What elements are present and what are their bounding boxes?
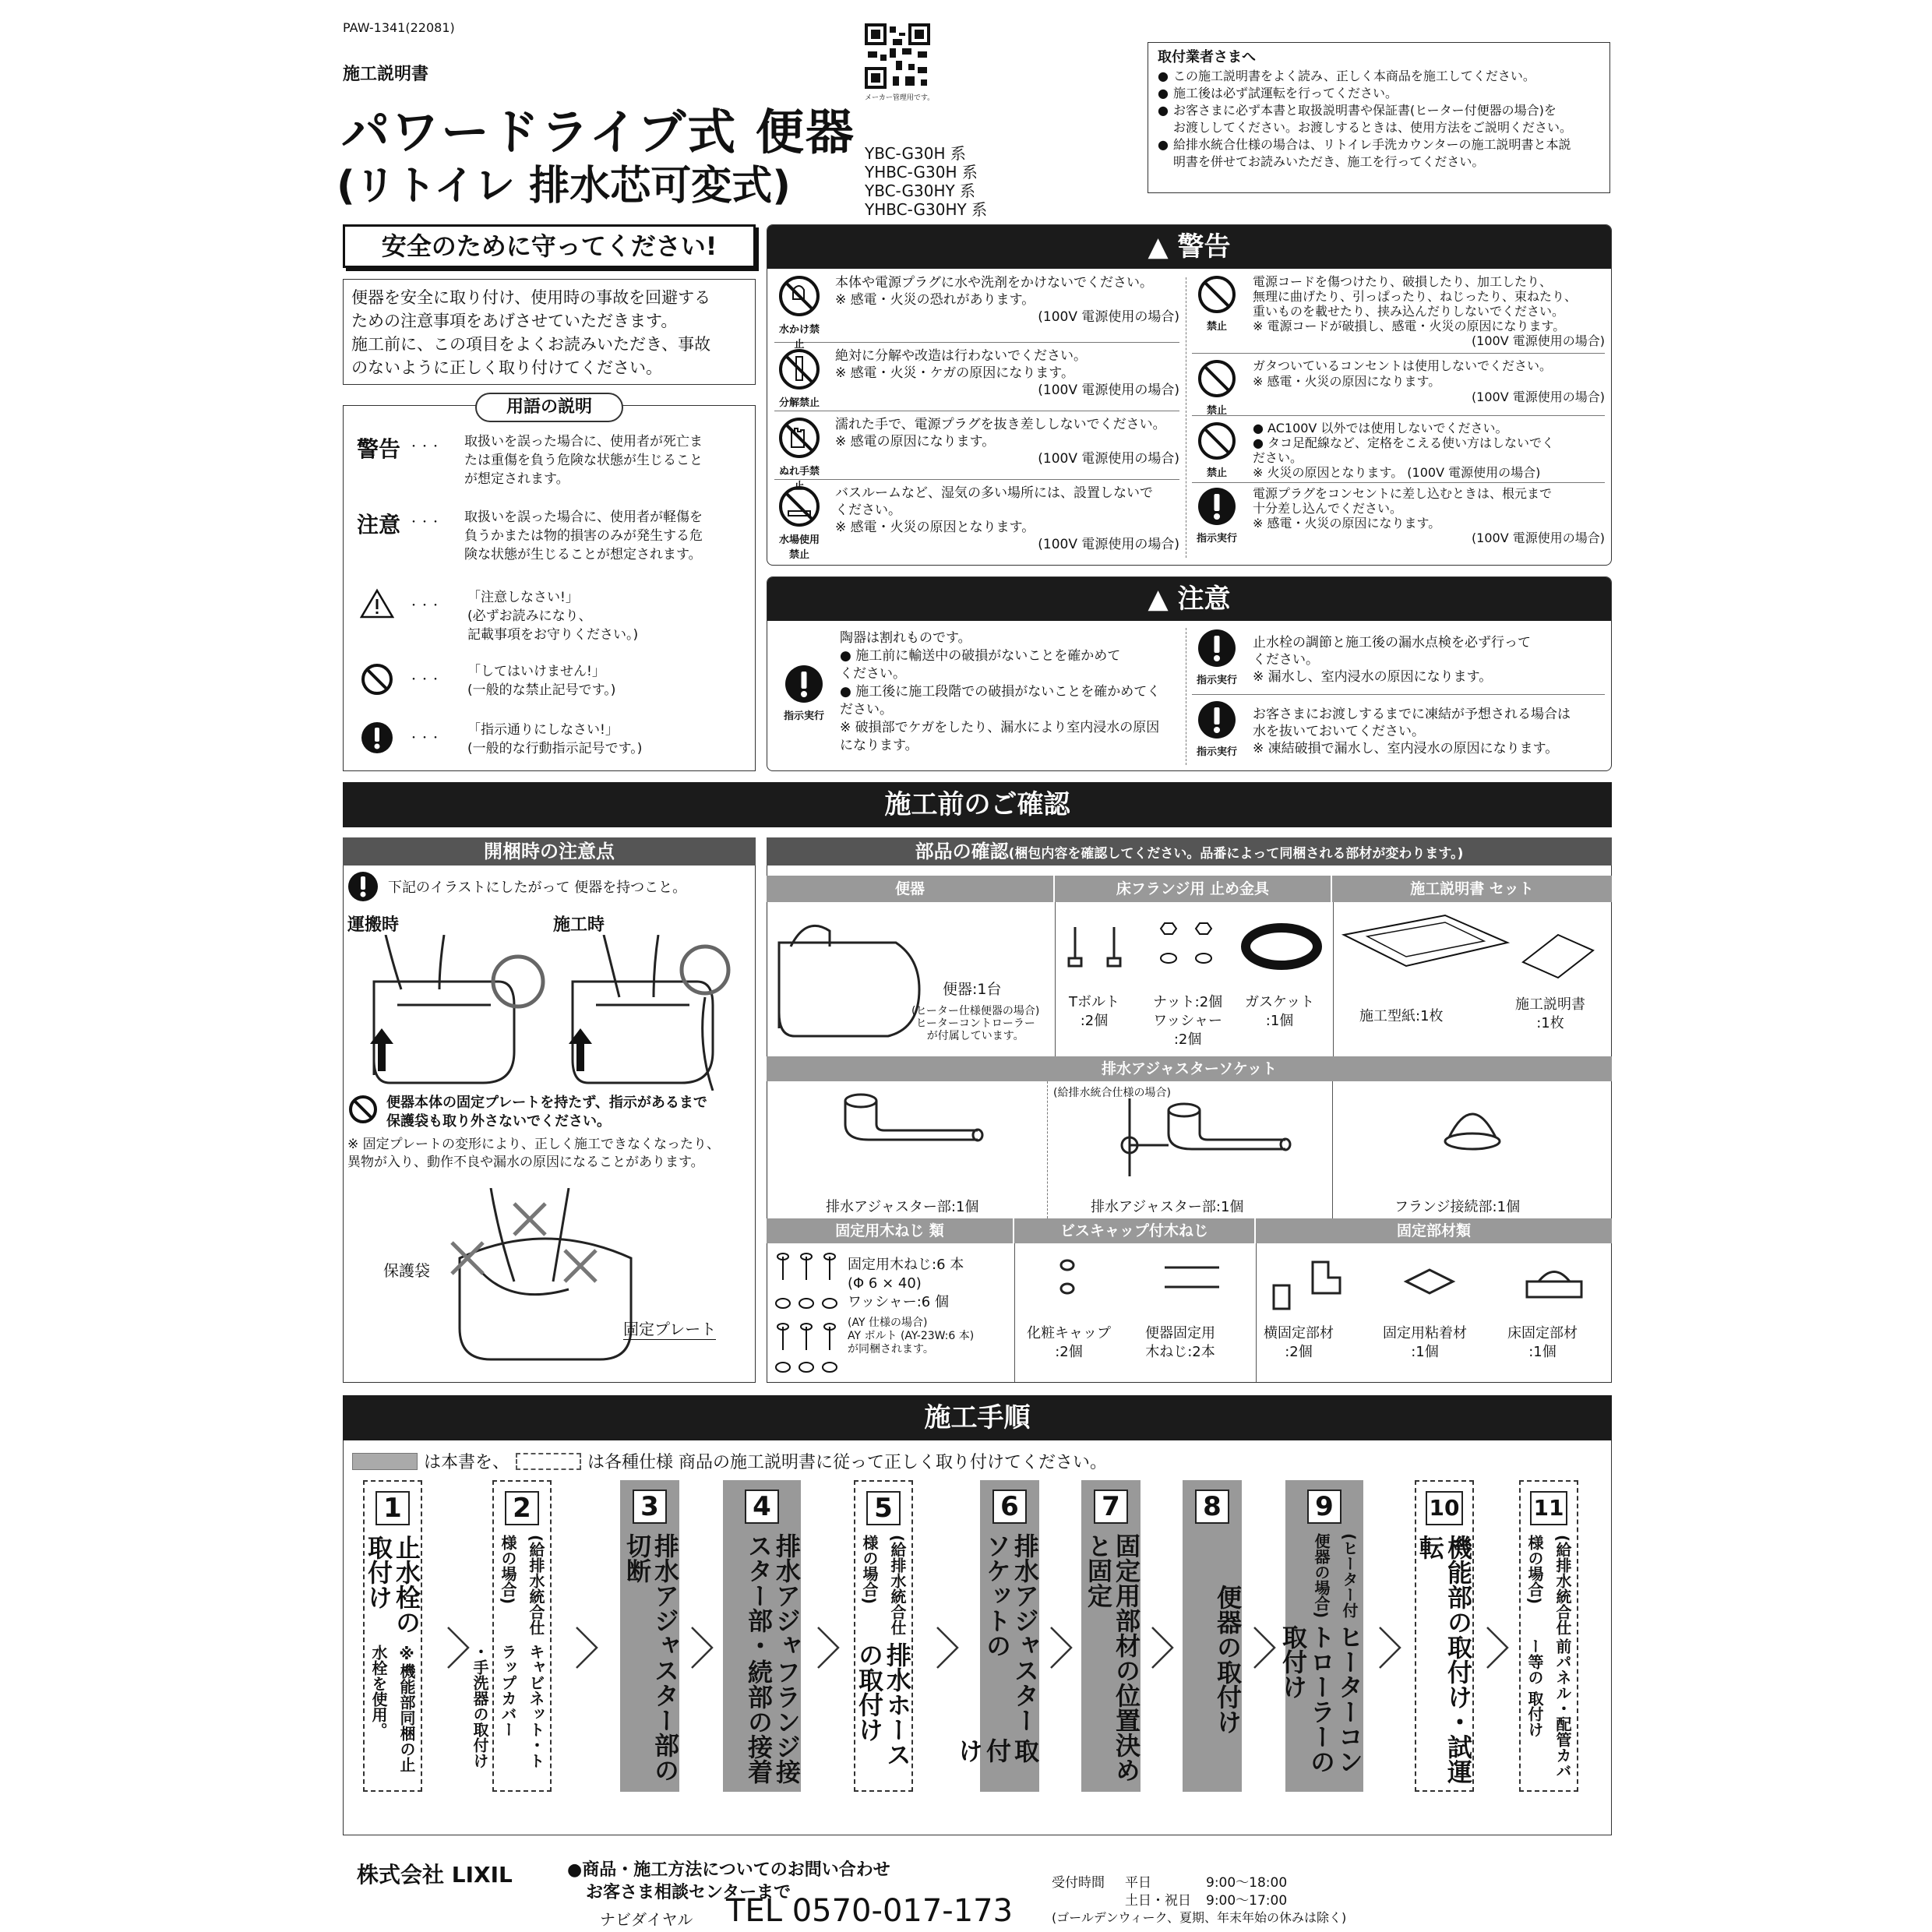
adjuster-illustration <box>818 1089 997 1190</box>
hours-weekday: 9:00〜18:00 <box>1206 1875 1288 1891</box>
legend-text-b: は各種仕様 商品の施工説明書に従って正しく取り付けてください。 <box>587 1453 1108 1472</box>
procedure-legend <box>352 1449 1107 1473</box>
cell-divider <box>1047 1081 1048 1218</box>
warning-item <box>774 480 1179 561</box>
gasket-qty: ガスケット :1個 <box>1245 994 1315 1029</box>
cap-illustration <box>1052 1254 1091 1301</box>
step-title: 排水アジャスター部・ <box>744 1533 802 1658</box>
page-subtitle: (リトイレ 排水芯可変式) <box>337 163 791 210</box>
flange-parts-illustration <box>1059 919 1324 997</box>
warning-item <box>1192 274 1605 354</box>
step-title: 機能部の取付け・試運転 <box>1416 1535 1473 1784</box>
symbol-desc: 「してはいけません!」 (一般的な禁止記号です。) <box>467 664 616 698</box>
warning-triangle-icon: ▲ <box>1148 583 1169 615</box>
flange-connector-illustration <box>1433 1098 1511 1161</box>
warning-item <box>1192 354 1605 416</box>
tbolt-qty: Tボルト :2個 <box>1069 994 1119 1029</box>
no-wet-hands-icon <box>777 416 821 460</box>
adjuster-qty: 排水アジャスター部:1個 <box>826 1199 979 1215</box>
warning-item <box>774 274 1179 351</box>
parts-col-headers <box>767 876 1612 902</box>
hours-weekend-label: 土日・祝日 <box>1125 1893 1191 1909</box>
toilet-illustration <box>771 911 927 1052</box>
bullet-icon: ● <box>1158 86 1169 100</box>
doc-code: PAW-1341(22081) <box>343 20 455 35</box>
warning-label: 指示実行 <box>1196 533 1237 545</box>
symbol-desc: 「指示通りにしなさい!」 (一般的な行動指示記号です。) <box>467 722 643 756</box>
cell-divider <box>1256 1243 1257 1382</box>
screws-qty: 固定用木ねじ:6 本 (Φ 6 × 40) ワッシャー:6 個 <box>848 1257 964 1310</box>
step-subtitle: キャビネット・トラップカバー ・手洗器の取付け <box>471 1644 545 1769</box>
procedure-step <box>1519 1480 1578 1792</box>
step-title: 便器の取付け <box>1213 1585 1243 1734</box>
symbol-desc: 「注意しなさい!」 (必ずお読みになり、 記載事項をお守りください。) <box>467 590 639 643</box>
procedure-step <box>854 1480 913 1792</box>
parts-subtitle: (梱包内容を確認してください。品番によって同梱される部材が変わります。) <box>1008 846 1464 862</box>
procedure-step <box>620 1480 679 1792</box>
warning-note: (100V 電源使用の場合) <box>1471 531 1605 545</box>
carry-label: 運搬時 <box>347 915 400 935</box>
procedure-step <box>1081 1480 1141 1792</box>
warning-label: 分解禁止 <box>778 397 820 409</box>
company-name: 株式会社 LIXIL <box>357 1862 513 1888</box>
warning-text: 電源プラグをコンセントに差し込むときは、根元まで 十分差し込んでください。 ※ 感電・火災の原因になります。 <box>1253 486 1553 531</box>
model-list <box>865 144 987 219</box>
manual-qty: 施工説明書 :1枚 <box>1515 996 1585 1031</box>
step-subtitle: フランジ接続部の接着 <box>744 1659 802 1784</box>
glossary-row-warning <box>357 432 746 488</box>
step-subtitle: ヒーターコントローラーの 取付け <box>1278 1624 1364 1775</box>
step-number: 1 <box>375 1491 410 1525</box>
caution-left-item <box>779 629 1176 755</box>
cell-divider <box>1014 1243 1015 1382</box>
plate-warning-row <box>347 1094 707 1131</box>
step-number: 2 <box>505 1491 539 1525</box>
col-header-flange: 床フランジ用 止め金具 <box>1055 876 1332 902</box>
warning-text: 本体や電源プラグに水や洗剤をかけないでください。 ※ 感電・火災の恐れがあります。 <box>835 275 1153 308</box>
floor-fix-qty: 床固定部材 :1個 <box>1507 1325 1578 1360</box>
step-text <box>1278 1533 1364 1786</box>
caution-right-col <box>1192 628 1605 762</box>
step-text <box>620 1533 679 1786</box>
warning-text: ● AC100V 以外では使用しないでください。 ● タコ足配線など、定格をこえる使い方はしないでく ださい。 ※ 火災の原因となります。 (100V 電源使用の場合) <box>1253 421 1555 480</box>
warning-label: ぬれ手禁止 <box>778 466 820 492</box>
warning-label: 水場使用禁止 <box>778 534 820 561</box>
safety-intro: 便器を安全に取り付け、使用時の事故を回避する ための注意事項をあげさせていただきます。 施工前に、この項目をよくお読みいただき、事故 のないように正しく取り付けてください。 <box>343 279 756 385</box>
step-subtitle: ※機能部同梱の止水栓を使用。 <box>369 1645 416 1773</box>
step-text <box>954 1533 1040 1786</box>
col-header-screws: 固定用木ねじ 類 <box>767 1218 1014 1243</box>
precheck-header: 施工前のご確認 <box>343 782 1612 827</box>
procedure-header: 施工手順 <box>343 1395 1612 1440</box>
toilet-screw-illustration <box>1161 1256 1231 1303</box>
step-text <box>1183 1533 1242 1786</box>
install-label: 施工時 <box>553 915 605 935</box>
installer-notice-title: 取付業者さまへ <box>1158 49 1256 65</box>
caution-item <box>1192 628 1605 695</box>
mandatory-action-icon <box>1197 486 1237 527</box>
symbol-row <box>360 588 749 644</box>
procedure-step <box>954 1480 1040 1792</box>
manual-illustration <box>1515 927 1601 982</box>
step-subtitle: 排水ホースの取付け <box>855 1641 912 1767</box>
col-header-cap-screws: ビスキャップ付木ねじ <box>1014 1218 1256 1243</box>
support-center: お客さま相談センターまで <box>586 1883 791 1902</box>
warning-note: (100V 電源使用の場合) <box>1038 537 1179 552</box>
qr-caption: メーカー管理用です。 <box>865 94 935 102</box>
flange-qty: フランジ接続部:1個 <box>1394 1199 1521 1215</box>
mandatory-action-icon <box>784 664 824 704</box>
step-subtitle: 取付け <box>954 1738 1040 1764</box>
step-text <box>471 1535 550 1784</box>
caution-title: 注意 <box>1177 583 1231 615</box>
adhesive-qty: 固定用粘着材 :1個 <box>1383 1325 1467 1360</box>
mandatory-action-icon <box>347 871 379 902</box>
safety-title: 安全のために守ってください! <box>343 224 756 268</box>
col-header-toilet: 便器 <box>767 876 1055 902</box>
warning-text: 濡れた手で、電源プラグを抜き差ししないでください。 ※ 感電の原因になります。 <box>835 417 1166 450</box>
step-text <box>1416 1535 1472 1784</box>
legend-dashed-swatch <box>516 1453 581 1470</box>
carry-illustration <box>351 935 545 1091</box>
warning-note: (100V 電源使用の場合) <box>1038 383 1179 398</box>
model-name: YHBC-G30H 系 <box>865 163 978 182</box>
step-number: 3 <box>633 1490 667 1524</box>
prohibition-icon <box>347 1094 379 1125</box>
adjuster-combined-illustration <box>1098 1098 1293 1192</box>
doc-type: 施工説明書 <box>343 65 429 84</box>
step-title: (ヒーター付便器の場合) <box>1312 1533 1359 1619</box>
screws-illustration <box>771 1250 849 1379</box>
plate-label: 固定プレート <box>623 1317 716 1340</box>
step-text <box>723 1533 801 1786</box>
warning-title: 警告 <box>1177 231 1231 263</box>
side-fix-qty: 横固定部材 :2個 <box>1264 1325 1334 1360</box>
col-header-manual: 施工説明書 セット <box>1410 880 1534 897</box>
symbol-dots: ・・・ <box>408 674 441 686</box>
cap-qty: 化粧キャップ :2個 <box>1027 1325 1111 1360</box>
procedure-step <box>1183 1480 1242 1792</box>
holiday-note: (ゴールデンウィーク、夏期、年末年始の休みは除く) <box>1052 1910 1347 1925</box>
caution-item <box>1192 695 1605 762</box>
procedure-step <box>471 1480 552 1792</box>
page-title: パワードライブ式 便器 <box>341 104 855 160</box>
mandatory-action-icon <box>360 721 408 758</box>
bag-label: 保護袋 <box>383 1261 430 1280</box>
glossary-term: 注意 <box>357 512 401 538</box>
procedure-step <box>363 1480 422 1792</box>
glossary-desc: 取扱いを誤った場合に、使用者が死亡ま たは重傷を負う危険な状態が生じること が想定されます。 <box>464 434 703 487</box>
nut-qty: ナット:2個 ワッシャー :2個 <box>1153 994 1223 1048</box>
warning-note: (100V 電源使用の場合) <box>1038 309 1179 325</box>
prohibition-icon <box>360 662 408 700</box>
template-qty: 施工型紙:1枚 <box>1359 1008 1444 1024</box>
hours-weekday-label: 平日 <box>1125 1875 1151 1891</box>
warning-label: 禁止 <box>1206 467 1227 479</box>
floor-fix-illustration <box>1519 1258 1589 1305</box>
caution-text: お客さまにお渡しするまでに凍結が予想される場合は 水を抜いておいてください。 ※ 凍結破損で漏水し、室内浸水の原因になります。 <box>1253 707 1571 756</box>
step-text <box>1081 1533 1141 1786</box>
step-number: 7 <box>1094 1490 1128 1524</box>
symbol-dots: ・・・ <box>408 600 441 612</box>
legend-solid-swatch <box>352 1453 418 1470</box>
phone-number[interactable]: TEL 0570-017-173 <box>726 1893 1014 1929</box>
step-text <box>365 1535 421 1784</box>
step-number: 5 <box>866 1491 901 1525</box>
unpack-note-row <box>347 871 686 902</box>
plate-warning: 便器本体の固定プレートを持たず、指示があるまで 保護袋も取り外さないでください。 <box>386 1095 707 1130</box>
install-illustration <box>557 935 752 1091</box>
symbol-dots: ・・・ <box>408 732 441 745</box>
glossary-row-caution <box>357 508 746 564</box>
parts-title-bar <box>767 837 1612 866</box>
ay-note: (AY 仕様の場合) AY ボルト (AY-23W:6 本) が同梱されます。 <box>848 1317 975 1356</box>
unpack-title: 開梱時の注意点 <box>343 837 756 866</box>
prohibition-icon <box>1197 421 1237 461</box>
template-illustration <box>1336 911 1515 989</box>
glossary-title: 用語の説明 <box>475 393 623 422</box>
cell-divider <box>1333 902 1334 1056</box>
hours-weekend: 9:00〜17:00 <box>1206 1893 1288 1909</box>
caution-header <box>767 577 1611 621</box>
glossary-term: 警告 <box>357 436 401 462</box>
warning-triangle-icon: ▲ <box>1148 231 1169 263</box>
step-number: 10 <box>1426 1491 1463 1525</box>
no-water-icon <box>777 274 821 318</box>
step-text <box>1521 1535 1577 1784</box>
warning-item <box>1192 416 1605 483</box>
step-number: 4 <box>745 1490 779 1524</box>
plate-note: ※ 固定プレートの変形により、正しく施工できなくなったり、 異物が入り、動作不良や漏水の原因になることがあります。 <box>347 1137 720 1170</box>
warning-text: 電源コードを傷つけたり、破損したり、加工したり、 無理に曲げたり、引っぱったり、ねじったり、束ねたり、 重いものを載せたり、挟み込んだりしないでください。 ※ 電源コードが破損し、感電・火災の原因になります。 <box>1253 274 1578 333</box>
caution-text: 陶器は割れものです。 ● 施工前に輸送中の破損がないことを確かめて ください。 ● 施工後に施工段階での破損がないことを確かめてく ださい。 ※ 破損部でケガをしたり、漏水により室内浸水の原因 になります。 <box>840 630 1161 753</box>
bullet-icon: ● <box>1158 69 1169 83</box>
legend-text-a: は本書を、 <box>424 1453 510 1472</box>
adjuster-qty: 排水アジャスター部:1個 <box>1091 1199 1244 1215</box>
mandatory-action-icon <box>1197 628 1237 668</box>
step-text <box>855 1535 911 1784</box>
step-subtitle: 前パネル・配管カバー等の 取付け <box>1525 1638 1572 1779</box>
bullet-icon: ● <box>1158 137 1169 152</box>
symbol-row <box>360 721 749 758</box>
toilet-note: (ヒーター仕様便器の場合) ヒーターコントローラー が付属しています。 <box>911 1005 1040 1042</box>
unpack-note: 下記のイラストにしたがって 便器を持つこと。 <box>388 880 687 896</box>
caution-label: 指示実行 <box>1196 746 1237 758</box>
protective-bag-illustration <box>436 1188 654 1367</box>
step-title: 固定用部材の位置決めと固定 <box>1084 1533 1141 1782</box>
warning-item <box>774 411 1179 492</box>
cell-divider <box>1055 902 1056 1056</box>
warning-text: 絶対に分解や改造は行わないでください。 ※ 感電・火災・ケガの原因になります。 <box>835 348 1087 381</box>
prohibition-icon <box>1197 358 1237 399</box>
step-title: (給排水統合仕様の場合) <box>499 1535 545 1636</box>
warning-note: (100V 電源使用の場合) <box>1471 390 1605 404</box>
col-header-fixing: 固定部材類 <box>1396 1222 1471 1239</box>
step-number: 11 <box>1530 1491 1567 1525</box>
procedure-step <box>723 1480 801 1792</box>
warning-label: 水かけ禁止 <box>778 324 820 351</box>
warning-label: 禁止 <box>1206 321 1227 333</box>
step-title: 排水アジャスターソケットの <box>982 1533 1040 1733</box>
warning-header <box>767 225 1611 269</box>
warning-left-col <box>774 274 1179 561</box>
caution-triangle-icon <box>360 588 408 644</box>
glossary-dots: ・・・ <box>408 516 441 529</box>
cell-divider <box>1332 1081 1333 1218</box>
model-name: YBC-G30HY 系 <box>865 182 976 200</box>
step-number: 9 <box>1307 1490 1341 1524</box>
step-title: 排水アジャスター部の切断 <box>622 1533 680 1782</box>
warning-text: ガタついているコンセントは使用しないでください。 ※ 感電・火災の原因になります。 <box>1253 358 1553 389</box>
inquiry-line: ●商品・施工方法についてのお問い合わせ <box>567 1860 890 1880</box>
notice-item: お客さまに必ず本書と取扱説明書や保証書(ヒーター付便器の場合)を お渡ししてください。お渡しするときは、使用方法をご説明ください。 <box>1172 103 1572 135</box>
notice-item: 施工後は必ず試運転を行ってください。 <box>1172 86 1398 100</box>
step-title: (給排水統合仕様の場合) <box>860 1535 907 1636</box>
warning-item <box>1192 483 1605 548</box>
warning-note: (100V 電源使用の場合) <box>1038 451 1179 467</box>
side-fix-illustration <box>1266 1254 1359 1317</box>
toilet-screw-qty: 便器固定用 木ねじ:2本 <box>1145 1325 1215 1360</box>
symbol-row <box>360 662 749 700</box>
notice-item: 給排水統合仕様の場合は、リトイレ手洗カウンターの施工説明書と本説 明書を併せてお読みいただき、施工を行ってください。 <box>1172 137 1571 169</box>
mandatory-action-icon <box>1197 700 1237 740</box>
bottom-col-headers <box>767 1218 1612 1243</box>
parts-title: 部品の確認 <box>915 841 1009 862</box>
procedure-step <box>1415 1480 1474 1792</box>
warning-text: バスルームなど、湿気の多い場所には、設置しないで ください。 ※ 感電・火災の原因となります。 <box>835 485 1153 535</box>
qr-code <box>865 23 930 89</box>
step-title: 止水栓の取付け <box>364 1535 421 1634</box>
toilet-qty: 便器:1台 <box>943 981 1002 998</box>
glossary-dots: ・・・ <box>408 441 441 453</box>
procedure-step <box>1278 1480 1364 1792</box>
caution-label: 指示実行 <box>783 710 824 722</box>
model-name: YBC-G30H 系 <box>865 144 966 163</box>
warning-item <box>774 343 1179 411</box>
prohibition-icon <box>1197 274 1237 315</box>
warning-note: (100V 電源使用の場合) <box>1471 333 1605 348</box>
no-disassembly-icon <box>777 347 821 391</box>
no-wet-area-icon <box>777 485 821 528</box>
warning-label: 禁止 <box>1206 405 1227 417</box>
step-number: 6 <box>992 1490 1027 1524</box>
navi-dial: ナビダイヤル <box>600 1910 693 1929</box>
step-number: 8 <box>1195 1490 1229 1524</box>
glossary-desc: 取扱いを誤った場合に、使用者が軽傷を 負うかまたは物的損害のみが発生する危 険な状態が生じることが想定されます。 <box>464 509 703 562</box>
adhesive-illustration <box>1402 1266 1457 1305</box>
step-title: (給排水統合仕様の場合) <box>1525 1535 1572 1636</box>
bullet-icon: ● <box>1158 103 1169 118</box>
notice-item: この施工説明書をよく読み、正しく本商品を施工してください。 <box>1172 69 1535 83</box>
model-name: YHBC-G30HY 系 <box>865 200 988 219</box>
warning-right-col <box>1192 274 1605 548</box>
socket-header: 排水アジャスターソケット <box>767 1056 1612 1081</box>
caution-label: 指示実行 <box>1196 675 1237 686</box>
adjuster-note: (給排水統合仕様の場合) <box>1053 1087 1171 1099</box>
caution-text: 止水栓の調節と施工後の漏水点検を必ず行って ください。 ※ 漏水し、室内浸水の原因になります。 <box>1253 635 1531 685</box>
installer-notice <box>1148 42 1610 193</box>
hours-label: 受付時間 <box>1052 1875 1105 1891</box>
